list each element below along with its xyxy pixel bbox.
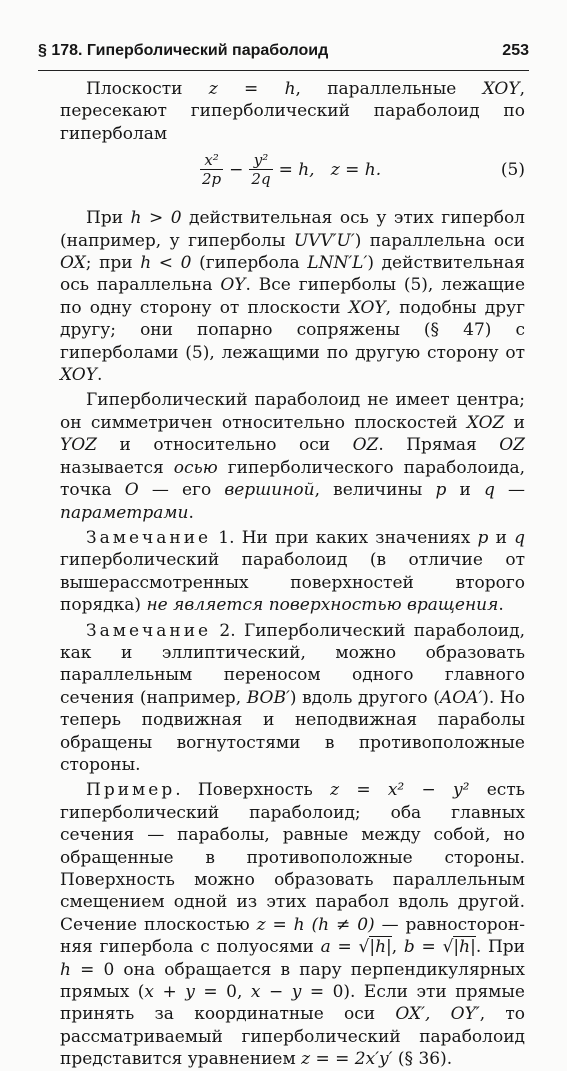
page-body <box>60 78 525 1071</box>
math: OX <box>60 253 86 274</box>
text: есть гиперболический параболоид; оба главных сечения — параболы, равные между собой, но обращенные в противоположные стороны. Поверхность можно образовать параллельным смещением одной из этих парабол вдоль другой. Сечение плоскостью <box>60 780 525 935</box>
math: z = h (h ≠ 0) <box>256 914 375 935</box>
remark-label: Замечание <box>86 527 212 548</box>
math: z = h <box>208 79 296 99</box>
text: , <box>391 937 404 958</box>
equation-rest: = h, z = h. <box>278 159 382 180</box>
example-label: Пример <box>86 780 176 801</box>
math: 2x′y′ <box>354 1049 393 1070</box>
text: Плоскости <box>86 79 209 99</box>
math: O <box>124 480 139 501</box>
math: z <box>301 1049 311 1070</box>
sqrt <box>359 936 392 957</box>
text: , пересекают гиперболический параболоид по гиперболам <box>60 79 525 144</box>
text: . <box>188 502 194 523</box>
paragraph-1 <box>60 78 525 145</box>
text: (§ 36). <box>392 1049 453 1070</box>
paragraph-4 <box>60 527 525 617</box>
text: . При <box>475 937 526 958</box>
text: и <box>446 480 484 501</box>
fraction <box>200 151 223 188</box>
text: — <box>494 480 526 501</box>
text: ) действительная ось параллельна <box>60 253 525 296</box>
math: x − y <box>250 982 302 1003</box>
text: , величины <box>314 480 436 501</box>
text: . <box>96 365 103 386</box>
text: . Поверхность <box>175 780 331 801</box>
section-title: § 178. Гиперболический параболоид <box>38 42 329 59</box>
text: и <box>504 412 526 433</box>
text: называется <box>60 457 174 478</box>
text: ) параллельна оси <box>354 230 525 251</box>
running-header <box>38 42 529 71</box>
math: z = x² − y² <box>330 780 470 801</box>
operator: − <box>229 159 244 180</box>
text: — равносторонняя гипербола с полуосями <box>60 914 525 958</box>
numerator: x² <box>200 151 223 170</box>
page-number: 253 <box>502 42 529 59</box>
radical-sign: √ <box>442 937 454 958</box>
fraction <box>249 151 272 188</box>
text: . Прямая <box>378 435 500 456</box>
math: q <box>483 480 495 501</box>
text: , то рассматриваемый гиперболический параболоид представится уравнением <box>60 1004 525 1070</box>
emphasis: не является поверхностью вращения <box>146 595 499 616</box>
denominator: 2q <box>251 170 271 189</box>
text: При <box>86 208 131 229</box>
equation-number: (5) <box>500 160 525 181</box>
equation-5 <box>60 149 525 195</box>
text: , параллельные <box>295 79 483 99</box>
radical-sign: √ <box>358 937 370 958</box>
math: OX′, OY′ <box>395 1004 480 1025</box>
text: = = <box>310 1049 355 1070</box>
denominator: 2p <box>202 170 222 189</box>
math: AOA′ <box>439 687 483 708</box>
math: LNN′L′ <box>307 253 368 274</box>
math: b = <box>403 937 443 958</box>
text: ) вдоль другого ( <box>289 687 440 708</box>
radicand: |h| <box>369 937 392 958</box>
text: 2. Гиперболический параболоид, как и эллиптический, можно образовать параллельным переносом одного главного сечения (например, <box>60 620 525 708</box>
text: действительная ось у этих гипербол (например, у гиперболы <box>60 208 525 251</box>
text: = 0). Если эти прямые принять за координатные оси <box>60 982 525 1025</box>
emphasis: вершиной <box>224 480 315 501</box>
paragraph-5 <box>60 620 525 777</box>
text: (гипербола <box>191 253 308 274</box>
math: p <box>477 527 489 548</box>
math: YOZ <box>60 435 97 456</box>
remark-label: Замечание <box>86 620 212 641</box>
text: . Все гиперболы (5), лежащие по одну сторону от плоскости <box>60 275 525 318</box>
text: 1. Ни при каких значениях <box>211 527 478 548</box>
text: — его <box>138 480 225 501</box>
text: ; при <box>85 253 141 274</box>
math: h <box>60 959 71 980</box>
text: гиперболический параболоид (в отличие от вышерассмотренных поверхностей второго порядка) <box>60 550 525 616</box>
math: XOY <box>482 79 520 99</box>
paragraph-2 <box>60 207 525 386</box>
math: BOB′ <box>246 687 290 708</box>
math: a = <box>320 937 359 958</box>
text: гиперболического параболоида, точка <box>60 457 525 501</box>
text: = 0, <box>194 982 251 1003</box>
sqrt <box>443 936 476 957</box>
emphasis: параметрами <box>60 502 189 523</box>
math: XOY <box>60 365 97 386</box>
math: UVV′U′ <box>293 230 355 251</box>
text: , подобны друг другу; они попарно сопряжены (§ 47) с гиперболами (5), лежащими по другую сторону от <box>60 297 525 363</box>
radicand: |h| <box>453 937 476 958</box>
math: p <box>435 480 447 501</box>
math: OZ <box>499 435 525 456</box>
text: и <box>488 527 515 548</box>
text: и относительно оси <box>96 435 353 456</box>
math: XOY <box>348 297 386 318</box>
math: OY <box>220 275 246 296</box>
paragraph-6 <box>60 779 525 1070</box>
math: x + y <box>144 982 195 1003</box>
math: OZ <box>352 435 379 456</box>
math: h > 0 <box>130 208 182 229</box>
equation-expression <box>200 151 387 188</box>
math: h < 0 <box>140 253 192 274</box>
math: q <box>514 527 525 548</box>
text: Гиперболический параболоид не имеет центра; он симметричен относительно плоскостей <box>60 390 525 433</box>
paragraph-3 <box>60 389 525 523</box>
math: XOZ <box>466 412 505 433</box>
text: . <box>498 595 504 616</box>
emphasis: осью <box>173 457 218 478</box>
text: = 0 она обращается в пару перпендикулярных прямых ( <box>60 959 525 1003</box>
text: ). Но теперь подвижная и неподвижная параболы обращены вогнутостями в противоположные стороны. <box>60 687 525 775</box>
numerator: y² <box>249 151 272 170</box>
